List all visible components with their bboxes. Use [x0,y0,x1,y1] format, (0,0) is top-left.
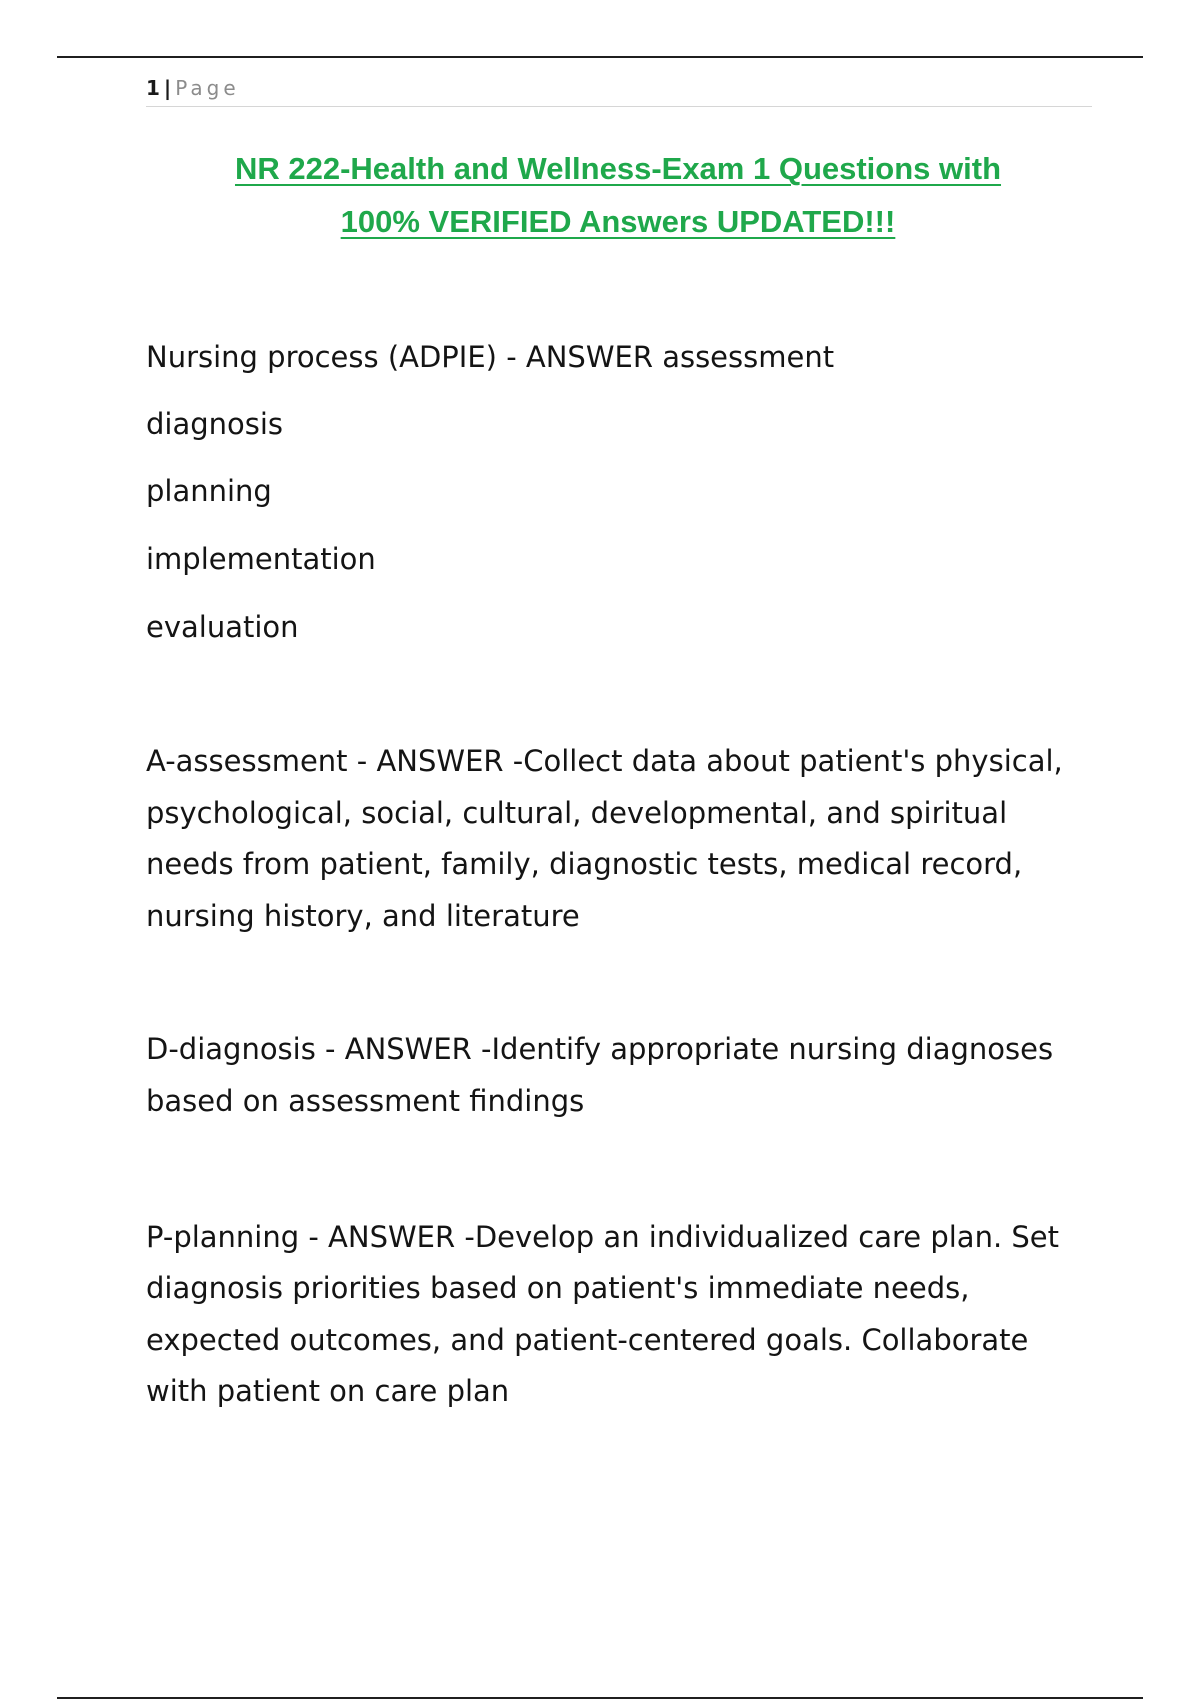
adpie-line-3: planning [146,474,272,508]
diagnosis-line-1: D-diagnosis - ANSWER -Identify appropriate nursing diagnoses [146,1032,1054,1066]
planning-line-3: expected outcomes, and patient-centered goals. Collaborate [146,1323,1029,1357]
page-label: Page [175,76,240,100]
adpie-line-5: evaluation [146,610,299,644]
title-line-2: 100% VERIFIED Answers UPDATED!!! [340,204,896,239]
page-number: 1 [146,76,160,100]
planning-line-1: P-planning - ANSWER -Develop an individualized care plan. Set [146,1220,1060,1254]
diagnosis-line-2: based on assessment findings [146,1084,585,1118]
page-separator: | [163,76,172,100]
assessment-line-2: psychological, social, cultural, developmental, and spiritual [146,796,1008,830]
assessment-line-4: nursing history, and literature [146,899,580,933]
adpie-line-4: implementation [146,542,376,576]
assessment-line-1: A-assessment - ANSWER -Collect data about patient's physical, [146,744,1063,778]
title-line-1: NR 222-Health and Wellness-Exam 1 Questions with [234,151,1002,186]
document-title [120,142,1116,248]
assessment-line-3: needs from patient, family, diagnostic tests, medical record, [146,847,1023,881]
planning-line-4: with patient on care plan [146,1374,510,1408]
page-header [146,74,1092,107]
top-rule [57,56,1143,58]
bottom-rule [57,1697,1143,1699]
adpie-line-2: diagnosis [146,407,284,441]
planning-line-2: diagnosis priorities based on patient's immediate needs, [146,1271,970,1305]
adpie-line-1: Nursing process (ADPIE) - ANSWER assessment [146,340,835,374]
